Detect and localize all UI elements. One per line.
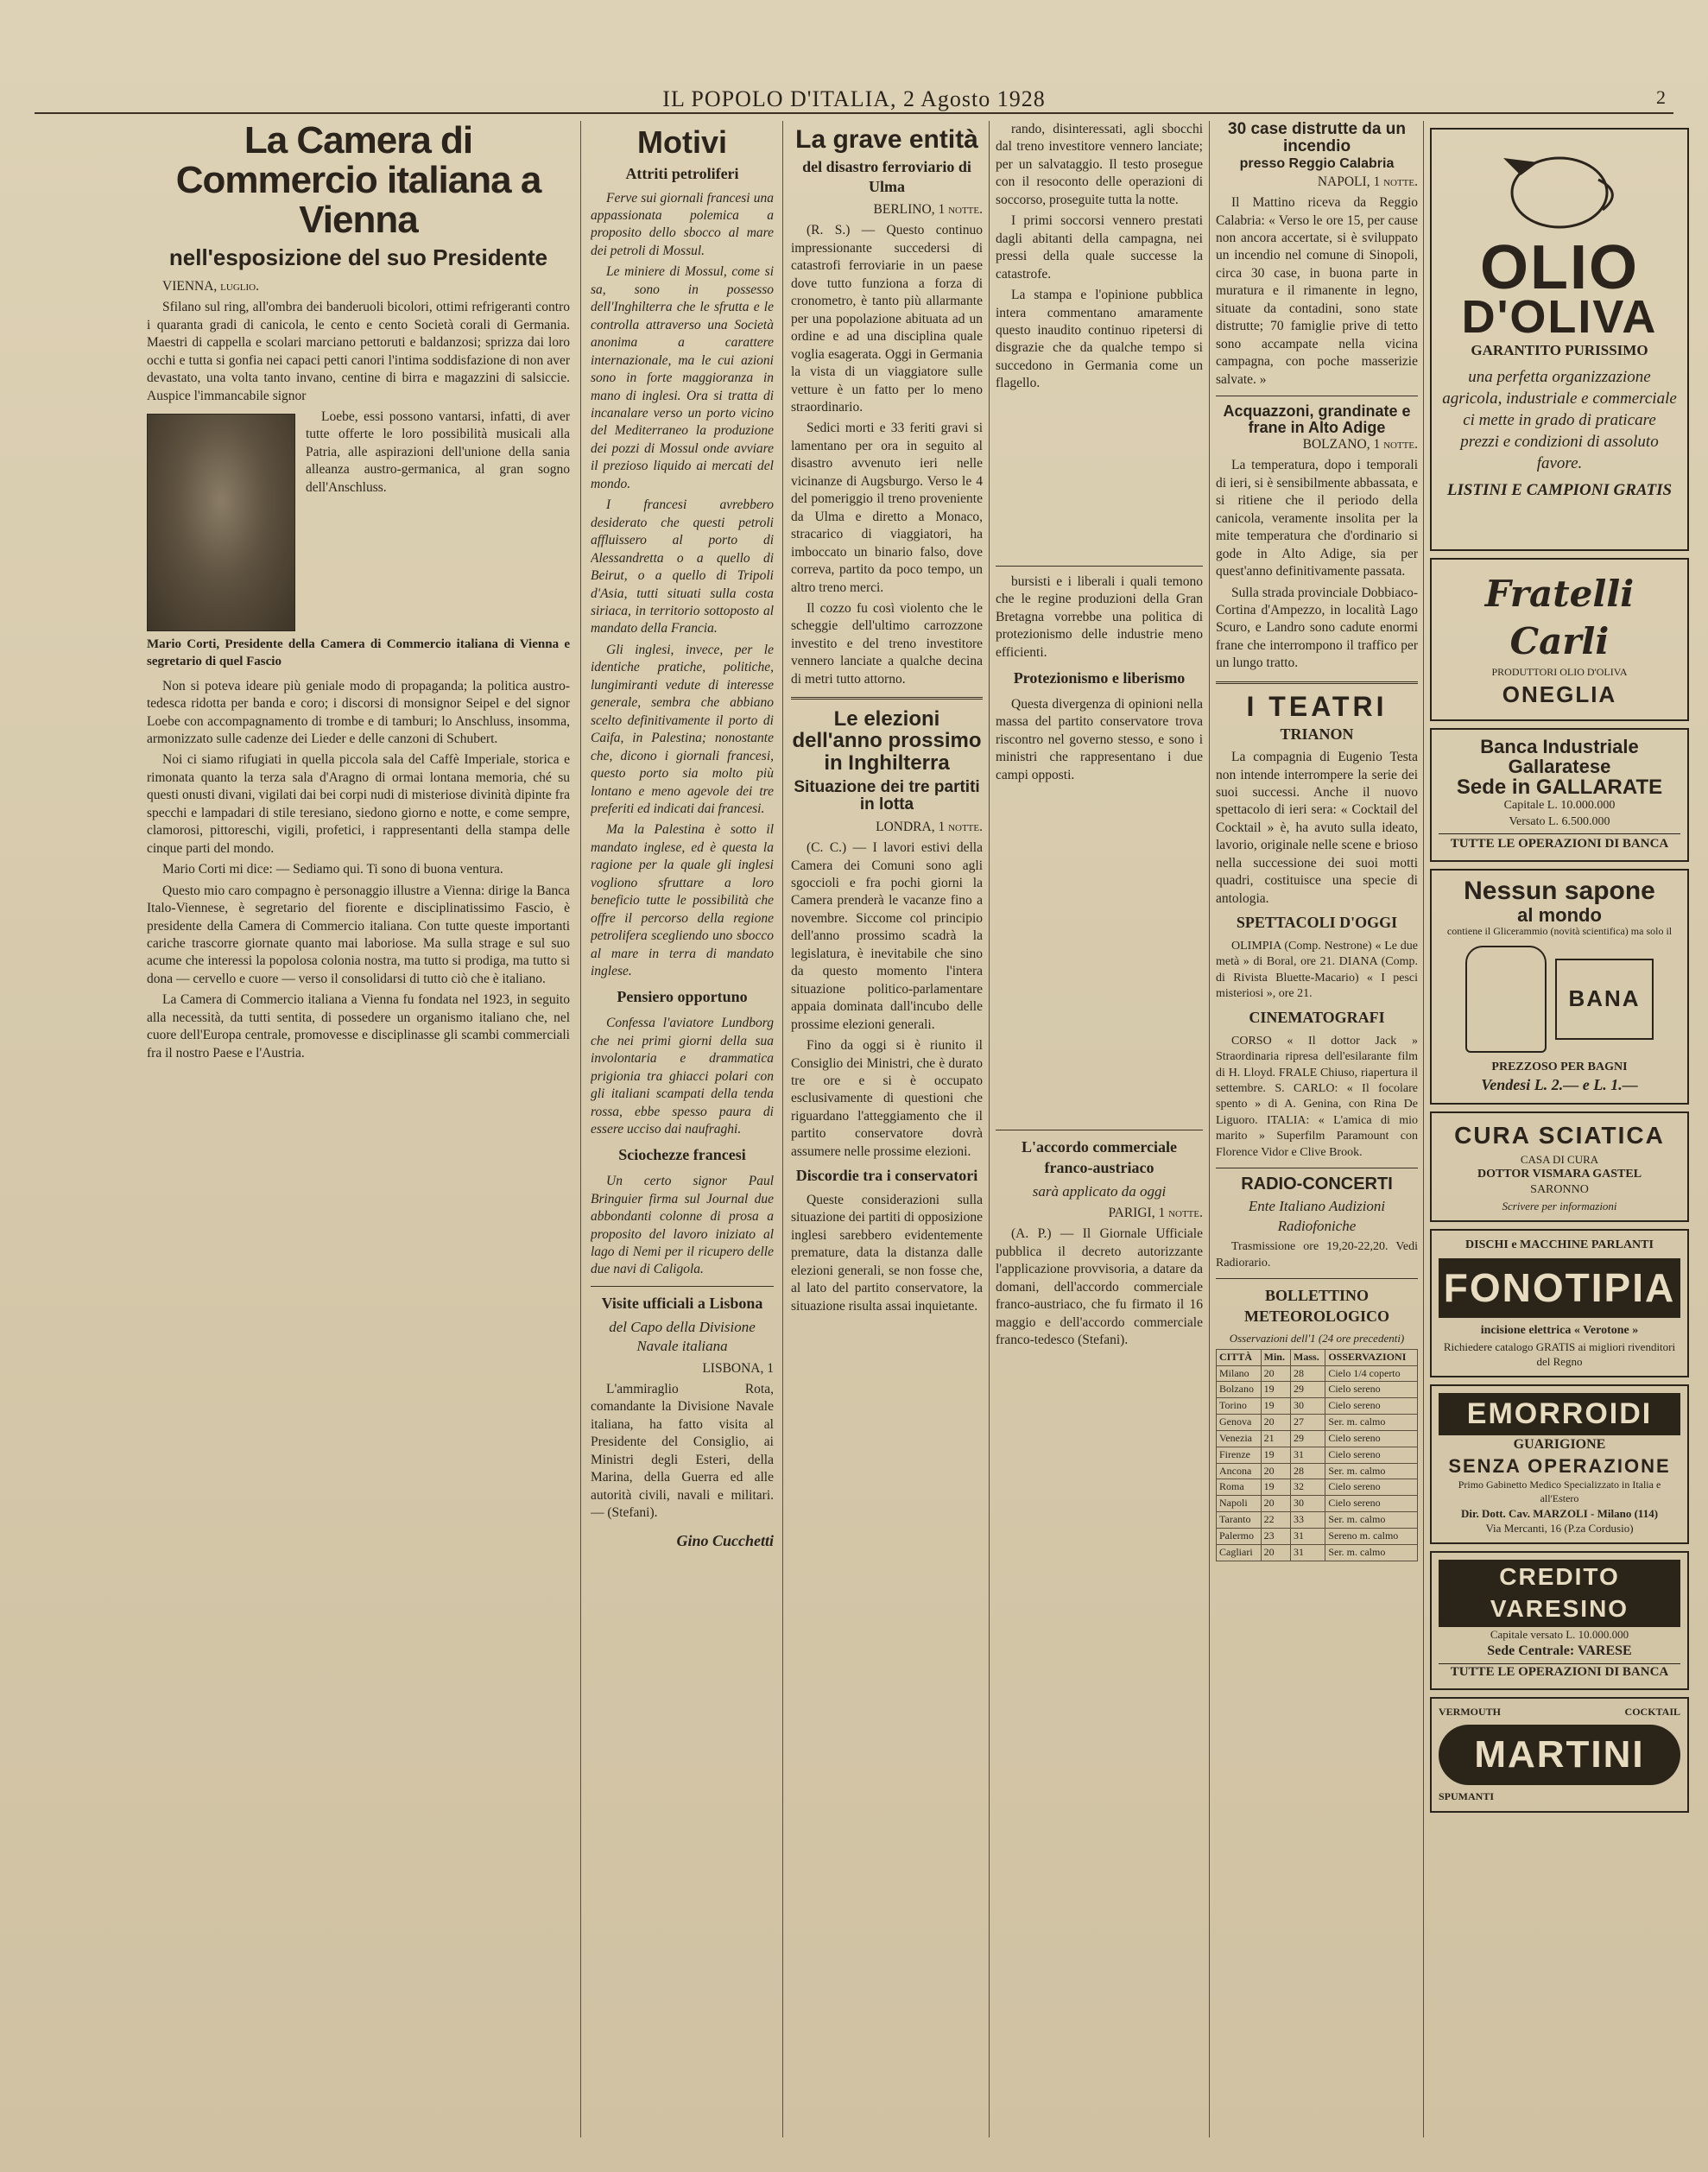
- subheadline: BOLLETTINO METEOROLOGICO: [1243, 1287, 1390, 1325]
- subheadline: CINEMATOGRAFI: [1249, 1008, 1385, 1026]
- weather-cell: 20: [1261, 1463, 1290, 1479]
- ad-text: una perfetta organizzazione agricola, industriale e commerciale ci mette in grado di praticare prezzi e condizioni di assoluto favore.: [1442, 367, 1677, 473]
- ad-title: Nessun sapone: [1464, 877, 1655, 906]
- column-rule: [989, 121, 990, 2137]
- ad-martini: [1430, 1697, 1689, 1813]
- ad-subtitle: incisione elettrica « Verotone »: [1480, 1324, 1639, 1338]
- weather-cell: Cielo sereno: [1325, 1496, 1418, 1512]
- weather-cell: Cielo sereno: [1325, 1479, 1418, 1496]
- weather-cell: Napoli: [1217, 1496, 1262, 1512]
- headline: Motivi: [637, 124, 727, 160]
- weather-table: [1216, 1349, 1418, 1561]
- dateline: NAPOLI, 1 notte.: [1317, 174, 1418, 189]
- ad-credito-varesino: [1430, 1551, 1689, 1690]
- ad-doctor: Dir. Dott. Cav. MARZOLI - Milano (114): [1460, 1506, 1659, 1520]
- ad-title: CURA SCIATICA: [1454, 1121, 1665, 1149]
- weather-row: [1217, 1365, 1418, 1382]
- ad-capital: Capitale versato L. 10.000.000: [1490, 1627, 1629, 1641]
- dateline: LISBONA, 1: [702, 1360, 774, 1376]
- ad-subtitle: Sede Centrale: VARESE: [1487, 1643, 1632, 1658]
- ad-tag: COCKTAIL: [1624, 1705, 1680, 1718]
- ad-city: SARONNO: [1530, 1183, 1589, 1197]
- ad-brand: FONOTIPIA: [1439, 1258, 1680, 1318]
- soap-bar-illustration: [1555, 959, 1654, 1040]
- paragraph: Le miniere di Mossul, come si sa, sono in possesso dell'Inghilterra che le sfrutta e le controlla attraverso una Società anonima a carattere internazionale, ma le cui azioni sono in forte maggioranza in mano di inglesi. Ora si tratta di incanalare verso un porto vicino del Mediterraneo la produzione dei pozzi di Mossul onde avviare il prezioso liquido ai mercati del mondo.: [591, 264, 774, 491]
- weather-cell: Cielo sereno: [1325, 1447, 1418, 1463]
- weather-cell: 21: [1261, 1430, 1290, 1447]
- weather-header-cell: Min.: [1261, 1349, 1290, 1365]
- subheadline: Discordie tra i conservatori: [795, 1167, 978, 1185]
- paragraph: L'ammiraglio Rota, comandante la Divisione Navale italiana, ha fatto visita al Presidente del Consiglio, ai Ministri degli Esteri, della Marina, della Guerra ed alle autorità civili, navali e militari. — (Stefani).: [591, 1381, 774, 1521]
- weather-row: [1217, 1398, 1418, 1415]
- subheadline: nell'esposizione del suo Presidente: [168, 244, 548, 270]
- ad-text: contiene il Glicerammio (novità scientifica) ma solo il: [1446, 924, 1673, 937]
- dateline: VIENNA, luglio.: [162, 278, 259, 294]
- weather-cell: 23: [1261, 1528, 1290, 1544]
- paragraph: Noi ci siamo rifugiati in quella piccola sala del Caffè Imperiale, storica e rimonata quanto la terza sala d'Aragno di ormai lontana memoria, ché su questi onusti divani, vigilati dai bei corpi nudi di misteriose divinità dipinte fra specchi e lampadari di stile teresiano, siedono giorno e notte, e come sempre, clamorosi, pittoreschi, vigili, profetici, i rappresentanti della stampa delle cinque parti del mondo.: [147, 752, 570, 856]
- headline: 30 case distrutte da un incendio: [1228, 121, 1406, 155]
- ad-services: TUTTE LE OPERAZIONI DI BANCA: [1439, 833, 1680, 853]
- divider: [591, 1286, 774, 1287]
- paragraph: I primi soccorsi vennero prestati dagli abitanti della campagna, nei pressi della quale successe la catastrofe.: [996, 213, 1203, 282]
- article-motivi: [591, 121, 774, 2146]
- ad-doctor: DOTTOR VISMARA GASTEL: [1477, 1167, 1642, 1181]
- subheadline: Protezionismo e liberismo: [1013, 669, 1186, 687]
- weather-cell: 27: [1291, 1415, 1325, 1431]
- weather-cell: 33: [1291, 1512, 1325, 1529]
- weather-row: [1217, 1430, 1418, 1447]
- weather-row: [1217, 1528, 1418, 1544]
- weather-cell: Venezia: [1217, 1430, 1262, 1447]
- weather-cell: Milano: [1217, 1365, 1262, 1382]
- weather-cell: Cielo sereno: [1325, 1430, 1418, 1447]
- paragraph: I francesi avrebbero desiderato che questi petroli affluissero al porto di Alessandretta o a quello di Beirut, o a quello di Tripoli d'Asia, tutti situati sulla costa siriaca, in territorio sottoposto al mandato della Francia.: [591, 497, 774, 636]
- weather-cell: 20: [1261, 1415, 1290, 1431]
- paragraph: Ma la Palestina è sotto il mandato inglese, ed è questa la ragione per la quale gli inglesi vogliono sfruttare a loro beneficio tutte le possibilità che offre il percorso della regione petrolifera scegliendo uno sbocco al mare in terra di mandato inglese.: [591, 822, 774, 979]
- paragraph: Sfilano sul ring, all'ombra dei banderuoli bicolori, ottimi refrigeranti contro i quaranta gradi di canicola, le cento e cento Società corali di Germania. Maestri di cappella e scolari marciano pettoruti e baldanzosi; sprizza dai loro occhi e tutta si gonfia nei capaci petti canori l'intima soddisfazione di non aver devastato, una volta tanto invano, centine di birra e magazzini di salsiccie. Auspice l'immancabile signor: [147, 300, 570, 403]
- subheadline: del disastro ferroviario di Ulma: [802, 157, 971, 196]
- ad-city: ONEGLIA: [1502, 681, 1617, 707]
- weather-row: [1217, 1496, 1418, 1512]
- subheadline: presso Reggio Calabria: [1239, 155, 1395, 171]
- paragraph: bursisti e i liberali i quali temono che le regine produzioni della Gran Bretagna vorrebbe una politica di protezionismo delle industrie meno efficienti.: [996, 573, 1203, 660]
- dateline: PARIGI, 1 notte.: [1108, 1206, 1203, 1221]
- weather-cell: Bolzano: [1217, 1382, 1262, 1398]
- subheadline: Attriti petroliferi: [625, 164, 739, 182]
- paragraph: Mario Corti mi dice: — Sediamo qui. Ti sono di buona ventura.: [162, 862, 503, 877]
- paragraph: Questo mio caro compagno è personaggio illustre a Vienna: dirige la Banca Italo-Viennese, è segretario del fiorente e disciplinatissimo Fascio, è presidente della Camera di Commercio italiana. Con tutte queste importanti cariche trascorre giornate quanto mai laboriose. Ma sulla strage e sul suo acume che interessi la popolosa colonia nostra, ma tutto si prodiga, ma tutto si dona — cervello e cuore — verso il consolidarsi di tutto ciò che è italiano.: [147, 883, 570, 986]
- paragraph: Ferve sui giornali francesi una appassionata polemica a proposito dello sbocco al mare dei petroli di Mossul.: [591, 190, 774, 258]
- paragraph: Questa divergenza di opinioni nella massa del partito conservatore trova riscontro nel governo stesso, e sono i ministri che rappresentano i due campi opposti.: [996, 696, 1203, 782]
- weather-cell: 29: [1291, 1430, 1325, 1447]
- weather-cell: Taranto: [1217, 1512, 1262, 1529]
- headline: La Camera di Commercio italiana a Vienna: [175, 121, 541, 242]
- ad-fratelli-carli: [1430, 558, 1689, 721]
- weather-cell: 19: [1261, 1479, 1290, 1496]
- weather-cell: 19: [1261, 1447, 1290, 1463]
- headline: La grave entità: [795, 125, 978, 154]
- subheadline: Pensiero opportuno: [617, 988, 748, 1006]
- paragraph: CORSO « Il dottor Jack » Straordinaria ripresa dell'esilarante film di H. Lloyd. FRALE Chiuso, riapertura il settembre. S. CARLO: « Il focolare spento » di A. Genina, con Rina De Liguoro. ITALIA: « L'amica di mio marito » Superfilm Paramount con Florence Vidor e Clive Brook.: [1216, 1034, 1418, 1159]
- subtitle: Osservazioni dell'1 (24 ore precedenti): [1229, 1331, 1405, 1345]
- paragraph: Non si poteva ideare più geniale modo di propaganda; la politica austro-tedesca ridotta per banda e coro; i discorsi di monsignor Seipel e del signor Loebe con accompagnamento di trombe e di tamburi; lo Anschluss, insomma, armonizzato sulle cadenze dei Lieder e delle canzoni di Schubert.: [147, 678, 570, 746]
- weather-cell: Ser. m. calmo: [1325, 1415, 1418, 1431]
- weather-cell: 28: [1291, 1463, 1325, 1479]
- ad-title: EMORROIDI: [1439, 1393, 1680, 1435]
- weather-header-cell: Mass.: [1291, 1349, 1325, 1365]
- headline: Acquazzoni, grandinate e frane in Alto Adige: [1223, 402, 1411, 436]
- weather-cell: 22: [1261, 1512, 1290, 1529]
- column-rule: [1209, 121, 1210, 2137]
- ad-olio-carli: [1430, 128, 1689, 551]
- subtitle: sarà applicato da oggi: [1032, 1182, 1167, 1200]
- weather-cell: Cielo sereno: [1325, 1398, 1418, 1415]
- article-continuations: [996, 121, 1203, 2146]
- ad-subtitle: CASA DI CURA: [1520, 1152, 1599, 1166]
- ad-tagline: GARANTITO PURISSIMO: [1471, 342, 1648, 359]
- ad-capital: Capitale L. 10.000.000: [1503, 799, 1616, 813]
- ad-title: OLIO: [1480, 233, 1639, 302]
- weather-cell: Torino: [1217, 1398, 1262, 1415]
- weather-cell: 31: [1291, 1544, 1325, 1561]
- paragraph: Fino da oggi si è riunito il Consiglio dei Ministri, che è durato tre ore e si è occupato esclusivamente di questioni che riguardano l'atteggiamento che il partito conservatore dovrà assumere nelle prossime elezioni.: [791, 1038, 983, 1159]
- paragraph: (R. S.) — Questo continuo impressionante succedersi di catastrofi ferroviarie in un paese dove tutto funziona a forza di cronometro, è tanto più allarmante per una popolazione abituata ad un ordine e ad una disciplina quale voglia esagerata. Oggi in Germania la vista di un viaggiatore sulle vetture è un fatto per lo meno straordinario.: [791, 223, 983, 415]
- paragraph: (A. P.) — Il Giornale Ufficiale pubblica il decreto autorizzante l'applicazione provvisoria, a datare da domani, dell'accordo commerciale franco-austriaco, che fu firmato il 16 maggio e dell'accordo commerciale franco-tedesco (Stefani).: [996, 1226, 1203, 1348]
- ad-pretitle: DISCHI e MACCHINE PARLANTI: [1465, 1238, 1654, 1251]
- subheadline: Visite ufficiali a Lisbona: [601, 1294, 763, 1312]
- ad-capital: Versato L. 6.500.000: [1509, 814, 1610, 828]
- ad-brand: Fratelli Carli: [1484, 573, 1635, 663]
- ad-subtitle: PRODUTTORI OLIO D'OLIVA: [1491, 665, 1628, 678]
- divider: [1216, 1278, 1418, 1279]
- paragraph: La Camera di Commercio italiana a Vienna fu fondata nel 1923, in seguito alla necessità, da tutti sentita, di possedere un organismo italiano che, nel cuore dell'Europa centrale, promovesse e disciplinasse gli scambi commerciali fra il nostro Paese e l'Austria.: [147, 992, 570, 1061]
- subheadline: Sciochezze francesi: [618, 1146, 746, 1164]
- weather-row: [1217, 1544, 1418, 1561]
- column-rule: [580, 121, 581, 2137]
- weather-cell: Cagliari: [1217, 1544, 1262, 1561]
- advertisements-column: [1430, 121, 1689, 2146]
- paragraph: Un certo signor Paul Bringuier firma sul Journal due abbondanti colonne di prosa a proposito del lavoro iniziato al lago di Nemi per il ricupero delle due navi di Caligola.: [591, 1174, 774, 1277]
- weather-cell: 29: [1291, 1382, 1325, 1398]
- weather-cell: Genova: [1217, 1415, 1262, 1431]
- weather-cell: 19: [1261, 1382, 1290, 1398]
- paragraph: Queste considerazioni sulla situazione dei partiti di opposizione inglesi sarebbero evidentemente premature, data la distanza dalle elezioni generali, se non fosse che, al lato del partito conservatore, la situazione risulta assai inquietante.: [791, 1193, 983, 1314]
- headline: RADIO-CONCERTI: [1241, 1175, 1393, 1194]
- dateline: LONDRA, 1 notte.: [876, 819, 983, 834]
- portrait-photo: [147, 414, 295, 631]
- ad-tag: VERMOUTH: [1439, 1705, 1501, 1718]
- weather-header-cell: OSSERVAZIONI: [1325, 1349, 1418, 1365]
- weather-cell: 31: [1291, 1528, 1325, 1544]
- weather-cell: Firenze: [1217, 1447, 1262, 1463]
- article-camera-commercio: [147, 121, 570, 2146]
- subheadline: Situazione dei tre partiti in lotta: [794, 777, 980, 814]
- paragraph: La stampa e l'opinione pubblica intera commentano amaramente questo inaudito continuo ripetersi di disgrazie che da qualche tempo si succedono in Germania come un flagello.: [996, 288, 1203, 391]
- weather-cell: 32: [1291, 1479, 1325, 1496]
- paragraph: Gli inglesi, invece, per le identiche pratiche, politiche, lungimiranti vedute di interesse generale, sembra che abbiano scelto definitivamente il porto di Caifa, in Palestina; nonostante che, dicono i giornali francesi, questo porto sia molto più lontano e meno agevole dei tre preferiti ed indicati dai francesi.: [591, 642, 774, 816]
- page-number: 2: [1656, 86, 1667, 108]
- weather-header-cell: CITTÀ: [1217, 1349, 1262, 1365]
- weather-cell: Roma: [1217, 1479, 1262, 1496]
- paragraph: Il Mattino riceva da Reggio Calabria: « Verso le ore 15, per cause non ancora accertate, si è sviluppato un incendio nel comune di Sinopoli, circa 30 case, in buona parte in muratura e il rimanente in legno, situate da contadini, sono state distrutte; 70 famiglie prive di tetto sono accampate nella vicina campagna, con poche masserizie salvate. »: [1216, 195, 1418, 387]
- ad-cura-sciatica: [1430, 1111, 1689, 1222]
- weather-row: [1217, 1512, 1418, 1529]
- weather-cell: 20: [1261, 1365, 1290, 1382]
- dateline: BOLZANO, 1 notte.: [1302, 436, 1418, 452]
- weather-row: [1217, 1415, 1418, 1431]
- weather-cell: Ser. m. calmo: [1325, 1463, 1418, 1479]
- weather-row: [1217, 1447, 1418, 1463]
- column-rule: [782, 121, 783, 2137]
- weather-cell: Ser. m. calmo: [1325, 1544, 1418, 1561]
- paragraph: OLIMPIA (Comp. Nestrone) « Le due metà » di Boral, ore 21. DIANA (Comp. di Rivista Bluette-Macario) « I pesci misteriosi », ore 21.: [1216, 939, 1418, 1001]
- subheadline: L'accordo commerciale franco-austriaco: [1021, 1138, 1178, 1176]
- author-signature: Gino Cucchetti: [676, 1531, 774, 1549]
- weather-cell: 30: [1291, 1398, 1325, 1415]
- ad-sapone-bana: [1430, 869, 1689, 1105]
- ad-emorroidi: [1430, 1384, 1689, 1544]
- ad-title: D'OLIVA: [1461, 290, 1658, 343]
- weather-cell: 20: [1261, 1544, 1290, 1561]
- weather-cell: Cielo sereno: [1325, 1382, 1418, 1398]
- ad-services: TUTTE LE OPERAZIONI DI BANCA: [1439, 1663, 1680, 1681]
- subheadline: SPETTACOLI D'OGGI: [1236, 914, 1398, 932]
- weather-row: [1217, 1463, 1418, 1479]
- column-rule: [1423, 121, 1424, 2137]
- masthead-title: IL POPOLO D'ITALIA, 2 Agosto 1928: [662, 86, 1046, 111]
- ad-title: CREDITO VARESINO: [1439, 1560, 1680, 1627]
- oil-jug-illustration: [1439, 136, 1680, 240]
- subtitle: Ente Italiano Audizioni Radiofoniche: [1248, 1198, 1386, 1234]
- subtitle: del Capo della Divisione Navale italiana: [609, 1318, 756, 1355]
- weather-table-body: [1217, 1365, 1418, 1561]
- paragraph: rando, disinteressati, agli sbocchi dal treno investitore vennero lanciate; per un salvataggio. Il testo prosegue con il resoconto delle operazioni di soccorso, proseguite tutta la notte.: [996, 122, 1203, 207]
- weather-row: [1217, 1479, 1418, 1496]
- weather-cell: Ser. m. calmo: [1325, 1512, 1418, 1529]
- subheadline: TRIANON: [1280, 725, 1354, 744]
- ad-subtitle: GUARIGIONE: [1513, 1436, 1606, 1452]
- paragraph: Trasmissione ore 19,20-22,20. Vedi Radiorario.: [1216, 1240, 1418, 1270]
- ad-subtitle: SENZA OPERAZIONE: [1448, 1454, 1671, 1477]
- divider: [1216, 681, 1418, 684]
- divider: [996, 566, 1203, 567]
- article-disastro-ulma: [791, 121, 983, 2146]
- weather-cell: 30: [1291, 1496, 1325, 1512]
- ad-note: Richiedere catalogo GRATIS ai migliori rivenditori del Regno: [1443, 1339, 1676, 1368]
- headline: I TEATRI: [1246, 690, 1388, 722]
- ad-brand: MARTINI: [1439, 1725, 1680, 1785]
- ad-title: Banca Industriale Gallaratese: [1480, 736, 1639, 778]
- photo-caption: Mario Corti, Presidente della Camera di Commercio italiana di Vienna e segretario di quel Fascio: [147, 637, 570, 668]
- ad-subtitle: al mondo: [1517, 903, 1602, 926]
- paragraph: La compagnia di Eugenio Testa non intende interrompere la serie dei suoi successi. Anche il nuovo spettacolo di ieri sera: « Cocktail del Cocktail » è, ha avuto sulla ideato, lavorio, originale nelle scene e brioso nella successione dei suoi motti quadri, costituisce una specie di antologia.: [1216, 750, 1418, 906]
- ad-note: Scrivere per informazioni: [1502, 1199, 1617, 1213]
- paragraph: Confessa l'aviatore Lundborg che nei primi giorni della sua involontaria e drammatica prigionia tra ghiacci polari con gli italiani scampati della tenda rossa, ebbe spesso paura di essere ucciso dai naufraghi.: [591, 1016, 774, 1137]
- ad-brand: BANA: [1568, 985, 1641, 1012]
- weather-cell: Ancona: [1217, 1463, 1262, 1479]
- weather-cell: Sereno m. calmo: [1325, 1528, 1418, 1544]
- paragraph: Il cozzo fu così violento che le scheggie dell'ultimo carrozzone investito e del treno investitore vennero lanciate a qualche decina di metri tutto attorno.: [791, 600, 983, 687]
- headline: Le elezioni dell'anno prossimo in Inghilterra: [792, 707, 982, 775]
- weather-cell: Palermo: [1217, 1528, 1262, 1544]
- paragraph: Sedici morti e 33 feriti gravi si lamentano per ora in seguito al disastro avvenuto ieri nelle vicinanze di Augsburgo. Verso le 4 del pomeriggio il treno proveniente da Ulma e diretto a Monaco, stracarico di viaggiatori, ha imboccato un binario falso, dove correva, partito da poco tempo, un altro treno merci.: [791, 421, 983, 595]
- ad-fonotipia: [1430, 1229, 1689, 1377]
- article-cronaca-teatri: [1216, 121, 1418, 2146]
- ad-text: PREZZOSO PER BAGNI: [1491, 1060, 1628, 1073]
- ad-subtitle: Sede in GALLARATE: [1456, 776, 1663, 800]
- weather-header-row: [1217, 1349, 1418, 1365]
- weather-cell: 28: [1291, 1365, 1325, 1382]
- ad-banca-gallaratese: [1430, 728, 1689, 862]
- weather-row: [1217, 1382, 1418, 1398]
- ad-note: Primo Gabinetto Medico Specializzato in Italia e all'Estero: [1458, 1478, 1661, 1504]
- paragraph: La temperatura, dopo i temporali di ieri, si è sensibilmente abbassata, e si ritiene che il periodo della canicola, veramente insolita per la mite temperatura che d'ordinario si gode in Alto Adige, sia per quest'anno definitivamente passata.: [1216, 458, 1418, 579]
- divider: [791, 697, 983, 700]
- paragraph: (C. C.) — I lavori estivi della Camera dei Comuni sono agli sgoccioli e fra pochi giorni la Camera prenderà le vacanze fino a novembre. Siccome col principio dell'anno prossimo scadrà la legislatura, è inevitabile che sino da questo momento l'intera situazione politico-parlamentare appaia dominata dall'incubo delle prossime elezioni generali.: [791, 840, 983, 1032]
- ad-address: Via Mercanti, 16 (P.za Cordusio): [1485, 1521, 1634, 1535]
- bottle-illustration: [1465, 946, 1547, 1053]
- dateline: BERLINO, 1 notte.: [873, 202, 983, 217]
- ad-price: Vendesi L. 2.— e L. 1.—: [1481, 1076, 1638, 1094]
- paragraph: Sulla strada provinciale Dobbiaco-Cortina d'Ampezzo, in località Lago Scuro, e Landro sono cadute enormi frane che interrompono il traffico per un lungo tratto.: [1216, 585, 1418, 671]
- weather-cell: 20: [1261, 1496, 1290, 1512]
- weather-cell: 19: [1261, 1398, 1290, 1415]
- paragraph: Loebe, essi possono vantarsi, infatti, di aver tutte offerte le loro possibilità musicali alla Patria, alle aspirazioni dell'unione della sania alleanza austro-germanica, al gran sogno dell'Anschluss.: [306, 409, 570, 495]
- weather-cell: Cielo 1/4 coperto: [1325, 1365, 1418, 1382]
- ad-tag: SPUMANTI: [1439, 1789, 1495, 1802]
- weather-cell: 31: [1291, 1447, 1325, 1463]
- ad-text: LISTINI E CAMPIONI GRATIS: [1446, 481, 1673, 500]
- masthead: [35, 86, 1673, 114]
